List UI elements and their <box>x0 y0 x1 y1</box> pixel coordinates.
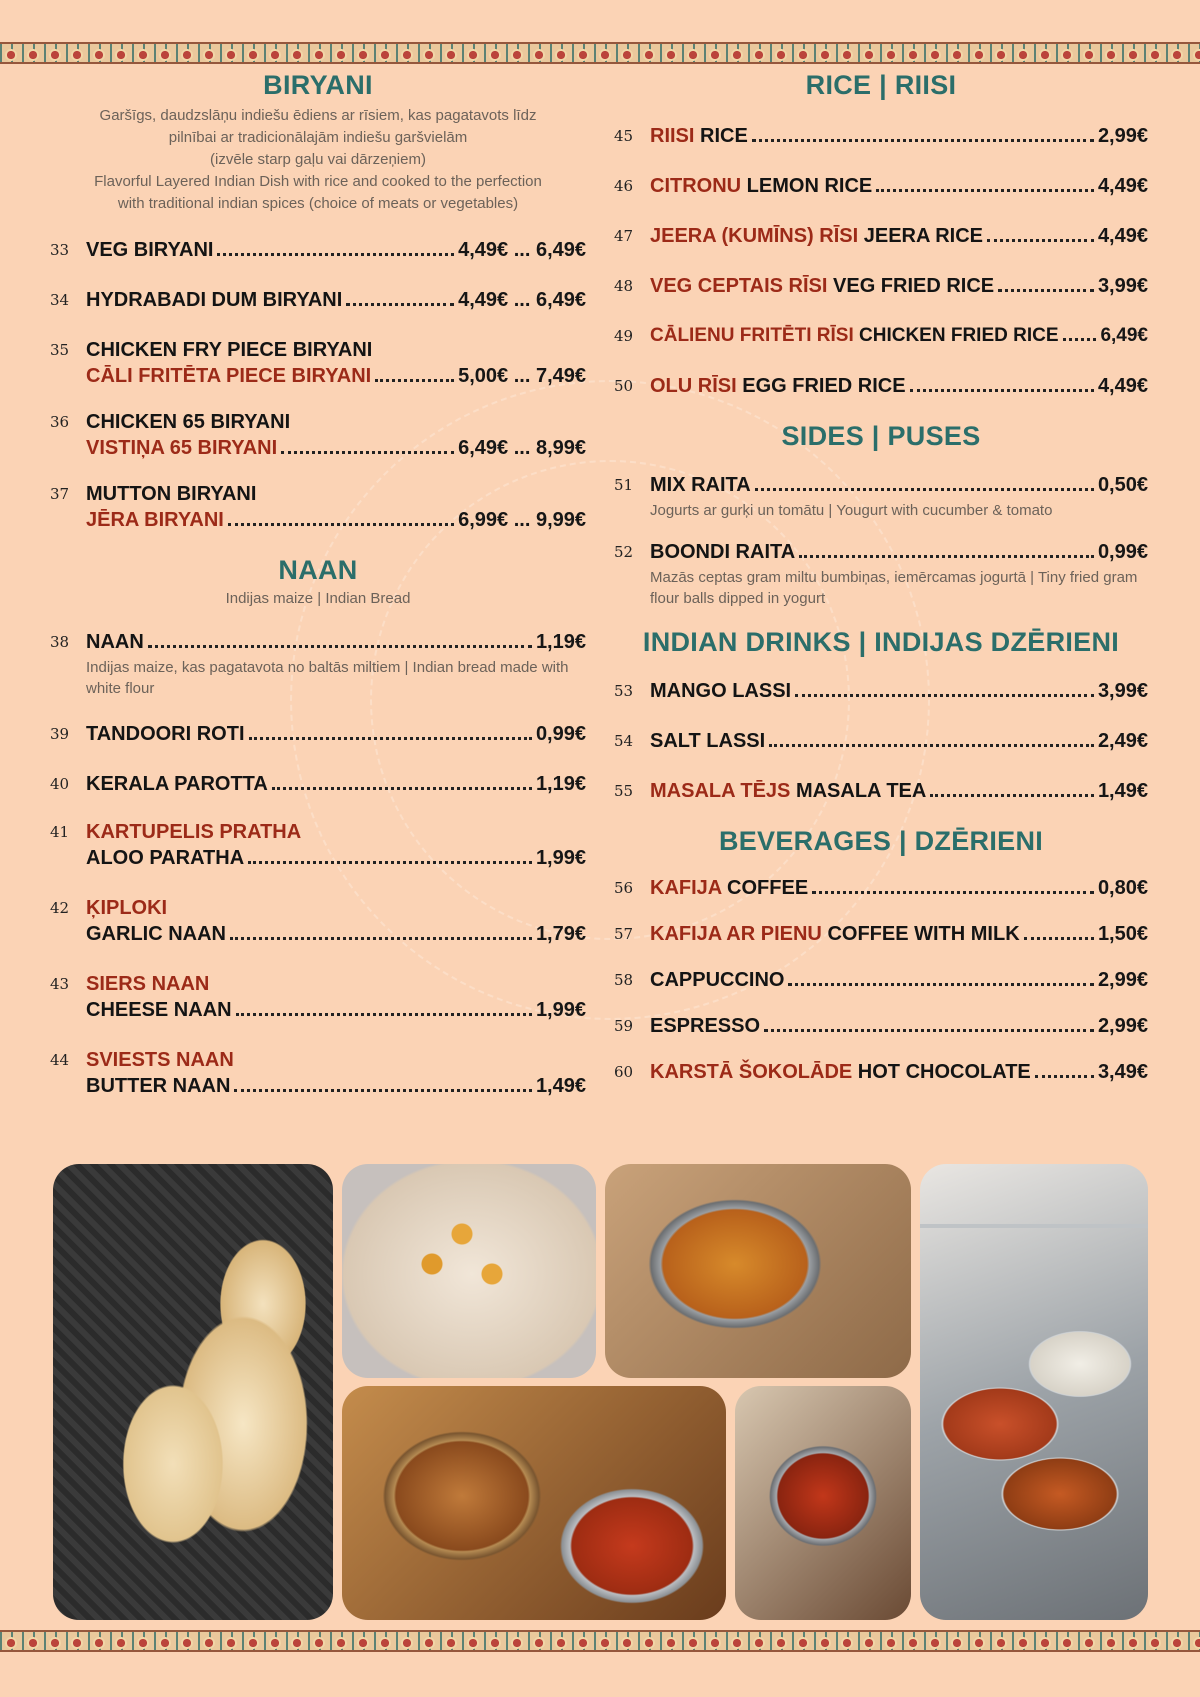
item-price: 1,99€ <box>535 847 586 869</box>
item-number: 42 <box>50 899 70 917</box>
menu-item <box>50 237 586 263</box>
item-name: MUTTON BIRYANI <box>86 483 257 505</box>
item-number: 55 <box>614 782 634 800</box>
section-title-sides: SIDES | PUSES <box>781 421 981 451</box>
menu-item <box>614 1013 1148 1039</box>
section-title-biryani: BIRYANI <box>263 70 373 100</box>
photo-red-curry <box>735 1386 911 1620</box>
item-price: 6,49€ ... 8,99€ <box>458 437 586 459</box>
menu-item <box>614 875 1148 901</box>
leader-dots <box>987 239 1094 242</box>
item-number: 33 <box>50 241 70 259</box>
item-number: 49 <box>614 327 634 345</box>
item-number: 46 <box>614 177 634 195</box>
item-number: 36 <box>50 413 70 431</box>
leader-dots <box>799 555 1094 558</box>
item-price: 3,99€ <box>1097 275 1148 297</box>
leader-dots <box>1024 937 1094 940</box>
item-price: 0,50€ <box>1097 474 1148 496</box>
leader-dots <box>769 744 1094 747</box>
biryani-desc-line: Flavorful Layered Indian Dish with rice and cooked to the perfection <box>94 173 542 190</box>
item-name: LEMON RICE <box>746 175 873 197</box>
item-name-latvian: JĒRA BIRYANI <box>86 509 224 531</box>
leader-dots <box>795 694 1094 697</box>
item-description: Mazās ceptas gram miltu bumbiņas, iemērcamas jogurtā | Tiny fried gram flour balls dipped in yogurt <box>650 569 1138 607</box>
item-number: 54 <box>614 732 634 750</box>
item-name-latvian: ĶIPLOKI <box>86 897 168 919</box>
item-name: COFFEE <box>727 877 809 899</box>
item-number: 40 <box>50 775 70 793</box>
item-price: 2,49€ <box>1097 730 1148 752</box>
item-price: 1,19€ <box>535 773 586 795</box>
leader-dots <box>1035 1075 1094 1078</box>
item-price: 6,99€ ... 9,99€ <box>458 509 586 531</box>
item-name: MANGO LASSI <box>650 680 792 702</box>
menu-item <box>50 1047 586 1099</box>
item-price: 2,99€ <box>1097 969 1148 991</box>
item-name: ESPRESSO <box>650 1015 761 1037</box>
section-title-naan: NAAN <box>278 555 358 585</box>
item-number: 43 <box>50 975 70 993</box>
item-number: 41 <box>50 823 70 841</box>
item-name-latvian: OLU RĪSI <box>650 375 737 397</box>
menu-item <box>614 678 1148 704</box>
menu-item <box>50 337 586 389</box>
menu-item <box>614 539 1148 609</box>
item-name: GARLIC NAAN <box>86 923 226 945</box>
menu-item <box>614 921 1148 947</box>
photo-boondi-raita <box>342 1164 596 1378</box>
item-number: 60 <box>614 1063 634 1081</box>
menu-item <box>614 1059 1148 1085</box>
menu-item <box>614 728 1148 754</box>
menu-item <box>614 967 1148 993</box>
leader-dots <box>148 645 532 648</box>
section-indian-drinks <box>614 627 1148 804</box>
item-name: VEG FRIED RICE <box>833 275 995 297</box>
leader-dots <box>998 289 1094 292</box>
menu-item <box>614 173 1148 199</box>
section-title-rice: RICE | RIISI <box>805 70 957 100</box>
leader-dots <box>930 794 1094 797</box>
item-name: HYDRABADI DUM BIRYANI <box>86 289 343 311</box>
item-name: SALT LASSI <box>650 730 766 752</box>
menu-item <box>614 778 1148 804</box>
menu-item <box>50 895 586 947</box>
item-price: 2,99€ <box>1097 1015 1148 1037</box>
item-price: 6,49€ <box>1100 325 1148 346</box>
item-number: 45 <box>614 127 634 145</box>
item-price: 2,99€ <box>1097 125 1148 147</box>
leader-dots <box>281 451 454 454</box>
item-name-latvian: RIISI <box>650 125 695 147</box>
item-name-latvian: KARTUPELIS PRATHA <box>86 821 302 843</box>
item-name: COFFEE WITH MILK <box>827 923 1020 945</box>
leader-dots <box>755 488 1094 491</box>
item-price: 1,49€ <box>535 1075 586 1097</box>
item-name: KERALA PAROTTA <box>86 773 268 795</box>
leader-dots <box>764 1029 1094 1032</box>
item-price: 1,79€ <box>535 923 586 945</box>
item-number: 34 <box>50 291 70 309</box>
leader-dots <box>248 861 532 864</box>
menu-item <box>50 971 586 1023</box>
item-name-latvian: VEG CEPTAIS RĪSI <box>650 275 828 297</box>
menu-item <box>50 629 586 699</box>
section-rice <box>614 70 1148 399</box>
item-number: 35 <box>50 341 70 359</box>
leader-dots <box>876 189 1094 192</box>
item-number: 39 <box>50 725 70 743</box>
item-description: Indijas maize, kas pagatavota no baltās miltiem | Indian bread made with white flour <box>86 659 569 697</box>
leader-dots <box>788 983 1093 986</box>
photo-biryani-and-curry <box>342 1386 726 1620</box>
item-name-latvian: KAFIJA AR PIENU <box>650 923 822 945</box>
menu-item <box>614 323 1148 349</box>
item-number: 56 <box>614 879 634 897</box>
item-name: HOT CHOCOLATE <box>857 1061 1031 1083</box>
item-number: 58 <box>614 971 634 989</box>
item-name-latvian: MASALA TĒJS <box>650 780 791 802</box>
item-number: 37 <box>50 485 70 503</box>
leader-dots <box>249 737 532 740</box>
section-beverages <box>614 826 1148 1085</box>
menu-item <box>614 123 1148 149</box>
item-number: 53 <box>614 682 634 700</box>
item-price: 1,50€ <box>1097 923 1148 945</box>
item-name: ALOO PARATHA <box>86 847 245 869</box>
item-description: Jogurts ar gurķi un tomātu | Yougurt with cucumber & tomato <box>650 502 1053 519</box>
section-title-indian-drinks: INDIAN DRINKS | INDIJAS DZĒRIENI <box>642 627 1120 657</box>
naan-note: Indijas maize | Indian Bread <box>225 590 411 607</box>
menu-item <box>614 223 1148 249</box>
menu-item <box>50 771 586 797</box>
menu-item <box>614 273 1148 299</box>
menu-item <box>614 373 1148 399</box>
item-name: JEERA RICE <box>863 225 984 247</box>
item-name-latvian: JEERA (KUMĪNS) RĪSI <box>650 225 859 247</box>
menu-item <box>614 472 1148 521</box>
right-column <box>614 70 1148 1085</box>
item-number: 52 <box>614 543 634 561</box>
photo-garlic-naan <box>53 1164 333 1620</box>
section-naan <box>50 555 586 1099</box>
leader-dots <box>910 389 1094 392</box>
item-price: 4,49€ ... 6,49€ <box>458 239 586 261</box>
section-title-beverages: BEVERAGES | DZĒRIENI <box>718 826 1044 856</box>
item-name: VEG BIRYANI <box>86 239 214 261</box>
item-name: MIX RAITA <box>650 474 751 496</box>
item-price: 1,49€ <box>1097 780 1148 802</box>
item-price: 4,49€ <box>1097 225 1148 247</box>
item-name-latvian: CĀLI FRITĒTA PIECE BIRYANI <box>86 365 372 387</box>
item-price: 0,99€ <box>1097 541 1148 563</box>
leader-dots <box>228 523 454 526</box>
item-price: 3,99€ <box>1097 680 1148 702</box>
leader-dots <box>1063 338 1097 341</box>
leader-dots <box>346 303 454 306</box>
menu-item <box>50 721 586 747</box>
item-name-latvian: KAFIJA <box>650 877 722 899</box>
biryani-desc-line: Garšīgs, daudzslāņu indiešu ēdiens ar rīsiem, kas pagatavots līdz <box>99 107 537 124</box>
top-ornamental-border <box>0 42 1200 64</box>
leader-dots <box>272 787 532 790</box>
item-price: 5,00€ ... 7,49€ <box>458 365 586 387</box>
item-name: TANDOORI ROTI <box>86 723 245 745</box>
item-price: 4,49€ <box>1097 375 1148 397</box>
item-number: 48 <box>614 277 634 295</box>
leader-dots <box>375 379 454 382</box>
leader-dots <box>217 253 454 256</box>
item-price: 1,99€ <box>535 999 586 1021</box>
item-name-latvian: VISTIŅA 65 BIRYANI <box>86 437 278 459</box>
bottom-ornamental-border <box>0 1630 1200 1652</box>
item-price: 0,99€ <box>535 723 586 745</box>
item-name: EGG FRIED RICE <box>742 375 906 397</box>
leader-dots <box>236 1013 532 1016</box>
item-name: CHICKEN FRIED RICE <box>859 325 1059 346</box>
photo-buffet-trays <box>920 1164 1148 1620</box>
item-name-latvian: KARSTĀ ŠOKOLĀDE <box>650 1061 853 1083</box>
item-name: CAPPUCCINO <box>650 969 785 991</box>
biryani-desc-line: (izvēle starp gaļu vai dārzeņiem) <box>210 151 426 168</box>
menu-item <box>50 409 586 461</box>
item-number: 38 <box>50 633 70 651</box>
left-column <box>50 70 586 1099</box>
item-name: RICE <box>700 125 748 147</box>
item-name: BOONDI RAITA <box>650 541 796 563</box>
item-price: 1,19€ <box>535 631 586 653</box>
item-price: 4,49€ <box>1097 175 1148 197</box>
item-price: 3,49€ <box>1097 1061 1148 1083</box>
item-price: 0,80€ <box>1097 877 1148 899</box>
item-price: 4,49€ ... 6,49€ <box>458 289 586 311</box>
biryani-description <box>50 105 586 215</box>
item-number: 51 <box>614 476 634 494</box>
item-name-latvian: SVIESTS NAAN <box>86 1049 234 1071</box>
item-number: 47 <box>614 227 634 245</box>
menu-item <box>50 287 586 313</box>
item-name: BUTTER NAAN <box>86 1075 231 1097</box>
leader-dots <box>230 937 532 940</box>
item-name: MASALA TEA <box>795 780 927 802</box>
section-biryani <box>50 70 586 533</box>
leader-dots <box>812 891 1094 894</box>
item-name-latvian: CITRONU <box>650 175 742 197</box>
item-number: 50 <box>614 377 634 395</box>
item-name: CHICKEN FRY PIECE BIRYANI <box>86 339 373 361</box>
leader-dots <box>234 1089 532 1092</box>
menu-item <box>50 819 586 871</box>
item-name: CHICKEN 65 BIRYANI <box>86 411 291 433</box>
item-name-latvian: CĀLIENU FRITĒTI RĪSI <box>650 325 854 346</box>
item-number: 57 <box>614 925 634 943</box>
menu-item <box>50 481 586 533</box>
item-name-latvian: SIERS NAAN <box>86 973 210 995</box>
section-sides <box>614 421 1148 609</box>
item-number: 59 <box>614 1017 634 1035</box>
photo-curry-bowl <box>605 1164 911 1378</box>
biryani-desc-line: with traditional indian spices (choice of meats or vegetables) <box>117 195 519 212</box>
item-name: NAAN <box>86 631 144 653</box>
item-name: CHEESE NAAN <box>86 999 232 1021</box>
biryani-desc-line: pilnībai ar tradicionālajām indiešu garšvielām <box>168 129 468 146</box>
item-number: 44 <box>50 1051 70 1069</box>
leader-dots <box>752 139 1094 142</box>
